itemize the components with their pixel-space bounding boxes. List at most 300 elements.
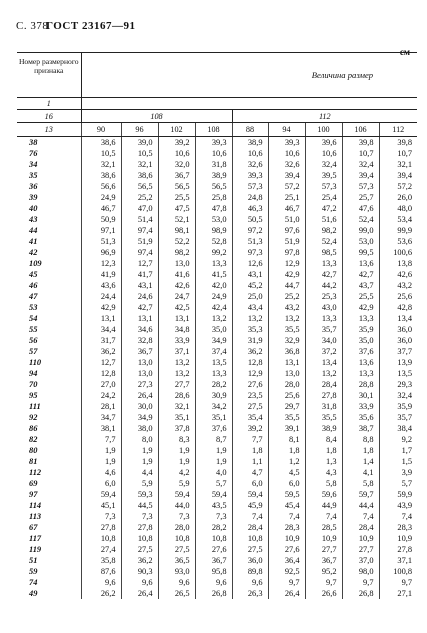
table-cell: 27,6 — [268, 544, 305, 555]
table-cell: 45,2 — [232, 280, 268, 291]
table-cell: 34,4 — [81, 324, 121, 335]
feature-number: 109 — [17, 258, 81, 269]
table-cell: 38,7 — [342, 423, 379, 434]
table-cell: 42,5 — [158, 302, 195, 313]
table-cell: 13,3 — [195, 258, 232, 269]
table-cell: 10,8 — [195, 533, 232, 544]
table-cell: 13,0 — [121, 357, 158, 368]
table-cell: 89,8 — [232, 566, 268, 577]
table-cell: 35,0 — [195, 324, 232, 335]
table-cell: 7,3 — [158, 511, 195, 522]
table-cell: 35,6 — [342, 412, 379, 423]
column-header: 108 — [195, 123, 232, 137]
table-cell: 13,1 — [158, 313, 195, 324]
table-cell: 42,9 — [81, 302, 121, 313]
feature-number: 74 — [17, 577, 81, 588]
table-cell: 97,3 — [232, 247, 268, 258]
table-cell: 42,7 — [121, 302, 158, 313]
table-cell: 13,2 — [158, 357, 195, 368]
feature-number: 117 — [17, 533, 81, 544]
standard-code: ГОСТ 23167—91 — [46, 20, 136, 32]
table-cell: 97,8 — [268, 247, 305, 258]
table-cell: 27,3 — [121, 379, 158, 390]
table-cell: 34,8 — [158, 324, 195, 335]
table-cell: 1,8 — [232, 445, 268, 456]
table-cell: 45,4 — [268, 500, 305, 511]
table-cell: 13,0 — [158, 258, 195, 269]
table-cell: 32,9 — [268, 335, 305, 346]
table-cell: 9,7 — [268, 577, 305, 588]
table-cell: 9,6 — [121, 577, 158, 588]
table-cell: 6,0 — [81, 478, 121, 489]
table-cell: 33,9 — [342, 401, 379, 412]
table-cell: 36,0 — [397, 325, 413, 334]
table-cell: 4,3 — [305, 467, 342, 478]
feature-number-header: Номер размерного признака — [17, 53, 81, 98]
table-cell: 53,0 — [342, 236, 379, 247]
table-row — [17, 445, 417, 456]
table-cell: 10,8 — [232, 533, 268, 544]
table-cell: 32,1 — [121, 159, 158, 170]
table-cell: 31,7 — [81, 335, 121, 346]
table-cell: 31,8 — [195, 159, 232, 170]
column-header: 112 — [379, 123, 417, 137]
feature-number: 70 — [17, 379, 81, 390]
table-cell: 36,0 — [397, 336, 413, 345]
table-cell: 9,7 — [305, 577, 342, 588]
table-cell: 39,1 — [268, 423, 305, 434]
table-cell: 42,8 — [397, 303, 413, 312]
table-cell: 99,2 — [195, 247, 232, 258]
table-cell: 12,6 — [232, 258, 268, 269]
table-cell: 5,9 — [158, 478, 195, 489]
feature-number: 39 — [17, 192, 81, 203]
table-cell: 12,3 — [81, 258, 121, 269]
table-cell: 6,0 — [268, 478, 305, 489]
table-cell: 59,9 — [397, 490, 413, 499]
table-cell: 98,2 — [305, 225, 342, 236]
table-cell: 1,1 — [232, 456, 268, 467]
table-cell: 30,9 — [195, 390, 232, 401]
table-row — [17, 214, 417, 225]
table-cell: 44,5 — [121, 500, 158, 511]
table-cell: 92,5 — [268, 566, 305, 577]
table-cell: 9,7 — [342, 577, 379, 588]
row-one-blank — [81, 98, 417, 110]
table-cell: 36,7 — [158, 170, 195, 181]
feature-number: 92 — [17, 412, 81, 423]
table-cell: 36,7 — [121, 346, 158, 357]
table-cell: 56,5 — [158, 181, 195, 192]
feature-number: 119 — [17, 544, 81, 555]
table-cell: 13,3 — [342, 368, 379, 379]
size-table — [17, 52, 417, 599]
table-cell: 39,3 — [232, 170, 268, 181]
table-cell: 44,4 — [342, 500, 379, 511]
table-cell: 39,3 — [195, 137, 232, 149]
table-cell: 13,5 — [195, 357, 232, 368]
feature-number: 112 — [17, 467, 81, 478]
table-cell: 26,8 — [342, 588, 379, 599]
table-cell: 25,5 — [158, 192, 195, 203]
table-cell: 10,6 — [268, 148, 305, 159]
table-cell: 32,4 — [305, 159, 342, 170]
table-cell: 39,8 — [342, 137, 379, 149]
table-cell: 13,6 — [342, 258, 379, 269]
table-cell: 10,8 — [158, 533, 195, 544]
table-cell: 4,6 — [81, 467, 121, 478]
table-cell: 39,5 — [305, 170, 342, 181]
table-cell: 47,6 — [342, 203, 379, 214]
table-cell: 24,6 — [121, 291, 158, 302]
table-cell: 35,8 — [81, 555, 121, 566]
table-cell: 38,4 — [397, 424, 413, 433]
table-row — [17, 401, 417, 412]
feature-number: 76 — [17, 148, 81, 159]
table-cell: 7,4 — [268, 511, 305, 522]
unit-label: см — [399, 47, 410, 57]
table-cell: 41,9 — [81, 269, 121, 280]
table-cell: 43,7 — [342, 280, 379, 291]
table-cell: 42,6 — [397, 270, 413, 279]
table-cell: 35,7 — [305, 324, 342, 335]
table-cell: 28,6 — [158, 390, 195, 401]
table-cell: 5,9 — [121, 478, 158, 489]
table-cell: 97,4 — [121, 225, 158, 236]
table-row — [17, 236, 417, 247]
page-header — [16, 20, 416, 57]
table-cell: 39,0 — [121, 137, 158, 149]
table-cell: 42,4 — [195, 302, 232, 313]
feature-number: 51 — [17, 555, 81, 566]
table-cell: 8,3 — [158, 434, 195, 445]
table-cell: 9,6 — [195, 577, 232, 588]
table-cell: 87,6 — [81, 566, 121, 577]
table-cell: 37,7 — [397, 347, 413, 356]
feature-number: 86 — [17, 423, 81, 434]
table-cell: 9,6 — [232, 577, 268, 588]
table-cell: 38,1 — [81, 423, 121, 434]
table-cell: 39,6 — [305, 137, 342, 149]
table-cell: 36,7 — [195, 555, 232, 566]
table-cell: 31,9 — [232, 335, 268, 346]
table-cell: 38,0 — [121, 423, 158, 434]
feature-number: 67 — [17, 522, 81, 533]
table-cell: 13,3 — [305, 313, 342, 324]
feature-number: 44 — [17, 225, 81, 236]
table-cell: 27,5 — [232, 401, 268, 412]
feature-number: 59 — [17, 566, 81, 577]
table-cell: 26,4 — [268, 588, 305, 599]
table-cell: 36,2 — [232, 346, 268, 357]
table-cell: 7,4 — [401, 512, 413, 521]
table-cell: 35,4 — [232, 412, 268, 423]
table-cell: 13,5 — [397, 369, 413, 378]
column-header-row — [17, 123, 417, 137]
table-cell: 4,4 — [121, 467, 158, 478]
table-row — [17, 225, 417, 236]
feature-number: 41 — [17, 236, 81, 247]
table-cell: 36,2 — [81, 346, 121, 357]
table-cell: 13,3 — [195, 368, 232, 379]
table-cell: 26,0 — [397, 193, 413, 202]
feature-number: 34 — [17, 159, 81, 170]
feature-number: 82 — [17, 434, 81, 445]
table-cell: 32,6 — [268, 159, 305, 170]
table-cell: 53,6 — [397, 237, 413, 246]
table-row — [17, 555, 417, 566]
table-cell: 27,8 — [305, 390, 342, 401]
table-cell: 47,0 — [121, 203, 158, 214]
table-cell: 44,2 — [305, 280, 342, 291]
table-cell: 7,7 — [232, 434, 268, 445]
table-cell: 10,9 — [305, 533, 342, 544]
table-row — [17, 302, 417, 313]
table-cell: 13,4 — [305, 357, 342, 368]
table-cell: 5,7 — [195, 478, 232, 489]
table-cell: 9,2 — [401, 435, 413, 444]
table-cell: 28,1 — [81, 401, 121, 412]
table-cell: 24,8 — [232, 192, 268, 203]
table-cell: 46,7 — [81, 203, 121, 214]
table-cell: 5,8 — [342, 478, 379, 489]
table-cell: 27,4 — [81, 544, 121, 555]
table-cell: 4,2 — [158, 467, 195, 478]
table-cell: 28,2 — [195, 379, 232, 390]
table-cell: 42,0 — [195, 280, 232, 291]
table-row — [17, 357, 417, 368]
table-cell: 38,9 — [195, 170, 232, 181]
feature-number: 53 — [17, 302, 81, 313]
table-row — [17, 368, 417, 379]
table-cell: 25,5 — [342, 291, 379, 302]
feature-number: 35 — [17, 170, 81, 181]
feature-number: 38 — [17, 137, 81, 149]
table-cell: 25,7 — [342, 192, 379, 203]
table-cell: 13,1 — [121, 313, 158, 324]
table-cell: 1,8 — [342, 445, 379, 456]
table-cell: 36,7 — [305, 555, 342, 566]
table-cell: 43,2 — [268, 302, 305, 313]
feature-number: 47 — [17, 291, 81, 302]
table-cell: 28,0 — [158, 522, 195, 533]
table-cell: 43,6 — [81, 280, 121, 291]
table-cell: 35,7 — [397, 413, 413, 422]
table-cell: 37,8 — [158, 423, 195, 434]
row-one-label: 1 — [17, 98, 81, 110]
table-cell: 4,1 — [342, 467, 379, 478]
table-row — [17, 456, 417, 467]
table-cell: 56,6 — [81, 181, 121, 192]
table-row — [17, 467, 417, 478]
table-cell: 25,6 — [268, 390, 305, 401]
table-cell: 35,1 — [158, 412, 195, 423]
table-cell: 47,5 — [158, 203, 195, 214]
table-cell: 26,4 — [121, 390, 158, 401]
table-cell: 31,8 — [305, 401, 342, 412]
table-cell: 43,2 — [397, 281, 413, 290]
table-cell: 13,3 — [342, 313, 379, 324]
table-cell: 27,7 — [342, 544, 379, 555]
table-row — [17, 258, 417, 269]
table-cell: 93,0 — [158, 566, 195, 577]
table-row — [17, 247, 417, 258]
table-cell: 51,3 — [232, 236, 268, 247]
table-cell: 26,6 — [305, 588, 342, 599]
table-cell: 57,3 — [305, 181, 342, 192]
table-cell: 35,5 — [305, 412, 342, 423]
table-cell: 12,7 — [81, 357, 121, 368]
feature-number: 56 — [17, 335, 81, 346]
table-cell: 10,9 — [268, 533, 305, 544]
feature-number: 36 — [17, 181, 81, 192]
table-row — [17, 181, 417, 192]
table-cell: 59,4 — [195, 489, 232, 500]
table-cell: 52,8 — [195, 236, 232, 247]
table-cell: 37,0 — [342, 555, 379, 566]
table-cell: 44,9 — [305, 500, 342, 511]
table-cell: 13,1 — [268, 357, 305, 368]
table-cell: 98,5 — [305, 247, 342, 258]
table-cell: 38,6 — [81, 170, 121, 181]
table-cell: 24,9 — [195, 291, 232, 302]
table-cell: 7,4 — [342, 511, 379, 522]
table-cell: 1,5 — [401, 457, 413, 466]
table-cell: 25,4 — [305, 192, 342, 203]
table-cell: 24,9 — [81, 192, 121, 203]
table-row — [17, 324, 417, 335]
table-cell: 1,8 — [305, 445, 342, 456]
table-cell: 7,4 — [305, 511, 342, 522]
table-cell: 1,2 — [268, 456, 305, 467]
feature-number: 97 — [17, 489, 81, 500]
table-cell: 8,4 — [305, 434, 342, 445]
table-cell: 46,3 — [232, 203, 268, 214]
column-header: 88 — [232, 123, 268, 137]
table-cell: 98,9 — [195, 225, 232, 236]
table-row — [17, 478, 417, 489]
table-cell: 7,3 — [195, 511, 232, 522]
table-cell: 27,8 — [397, 545, 413, 554]
table-cell: 43,0 — [305, 302, 342, 313]
table-cell: 39,2 — [158, 137, 195, 149]
table-cell: 10,8 — [81, 533, 121, 544]
table-cell: 36,8 — [268, 346, 305, 357]
table-cell: 26,8 — [195, 588, 232, 599]
table-cell: 50,5 — [232, 214, 268, 225]
table-cell: 13,2 — [195, 313, 232, 324]
table-cell: 95,2 — [305, 566, 342, 577]
table-row — [17, 148, 417, 159]
table-cell: 27,5 — [232, 544, 268, 555]
table-cell: 34,0 — [305, 335, 342, 346]
table-cell: 28,3 — [268, 522, 305, 533]
table-cell: 42,6 — [158, 280, 195, 291]
table-cell: 43,1 — [121, 280, 158, 291]
table-cell: 33,9 — [158, 335, 195, 346]
header-row — [17, 53, 417, 98]
table-row — [17, 159, 417, 170]
group-header-108: 108 — [81, 110, 232, 123]
table-cell: 36,0 — [232, 555, 268, 566]
table-cell: 12,8 — [81, 368, 121, 379]
table-cell: 51,3 — [81, 236, 121, 247]
table-cell: 99,9 — [397, 226, 413, 235]
table-cell: 28,4 — [305, 379, 342, 390]
table-cell: 9,6 — [158, 577, 195, 588]
table-cell: 1,8 — [268, 445, 305, 456]
table-cell: 27,5 — [158, 544, 195, 555]
table-cell: 13,2 — [305, 368, 342, 379]
table-cell: 28,3 — [397, 523, 413, 532]
table-cell: 13,8 — [397, 259, 413, 268]
table-cell: 51,6 — [305, 214, 342, 225]
table-cell: 28,0 — [268, 379, 305, 390]
table-cell: 13,9 — [397, 358, 413, 367]
table-cell: 52,2 — [158, 236, 195, 247]
size-value-header: Величина размер — [81, 53, 417, 98]
table-cell: 57,2 — [268, 181, 305, 192]
table-cell: 36,4 — [268, 555, 305, 566]
table-cell: 36,5 — [158, 555, 195, 566]
table-cell: 41,7 — [121, 269, 158, 280]
feature-number: 42 — [17, 247, 81, 258]
table-cell: 26,3 — [232, 588, 268, 599]
table-cell: 13,0 — [268, 368, 305, 379]
table-cell: 32,1 — [81, 159, 121, 170]
table-cell: 99,5 — [342, 247, 379, 258]
column-header: 94 — [268, 123, 305, 137]
table-cell: 10,6 — [195, 148, 232, 159]
table-cell: 1,9 — [81, 445, 121, 456]
table-cell: 37,6 — [195, 423, 232, 434]
table-cell: 42,7 — [342, 269, 379, 280]
table-cell: 38,9 — [305, 423, 342, 434]
table-cell: 8,1 — [268, 434, 305, 445]
table-cell: 30,1 — [342, 390, 379, 401]
table-cell: 10,6 — [232, 148, 268, 159]
table-cell: 35,3 — [232, 324, 268, 335]
column-header: 102 — [158, 123, 195, 137]
table-cell: 30,0 — [121, 401, 158, 412]
table-cell: 1,9 — [121, 445, 158, 456]
table-cell: 42,7 — [305, 269, 342, 280]
feature-number: 40 — [17, 203, 81, 214]
table-cell: 59,6 — [305, 489, 342, 500]
table-cell: 39,2 — [232, 423, 268, 434]
table-cell: 27,1 — [397, 589, 413, 598]
table-cell: 37,1 — [158, 346, 195, 357]
table-cell: 13,2 — [268, 313, 305, 324]
table-cell: 38,6 — [81, 137, 121, 149]
table-cell: 4,5 — [268, 467, 305, 478]
table-cell: 28,5 — [305, 522, 342, 533]
feature-number: 111 — [17, 401, 81, 412]
table-cell: 5,8 — [305, 478, 342, 489]
table-cell: 7,3 — [121, 511, 158, 522]
table-cell: 1,9 — [121, 456, 158, 467]
table-cell: 59,4 — [81, 489, 121, 500]
table-cell: 59,4 — [158, 489, 195, 500]
feature-number: 94 — [17, 368, 81, 379]
table-cell: 97,4 — [121, 247, 158, 258]
table-cell: 56,5 — [121, 181, 158, 192]
table-cell: 4,7 — [232, 467, 268, 478]
table-cell: 12,9 — [232, 368, 268, 379]
table-cell: 27,8 — [81, 522, 121, 533]
table-cell: 41,5 — [195, 269, 232, 280]
table-cell: 44,7 — [268, 280, 305, 291]
